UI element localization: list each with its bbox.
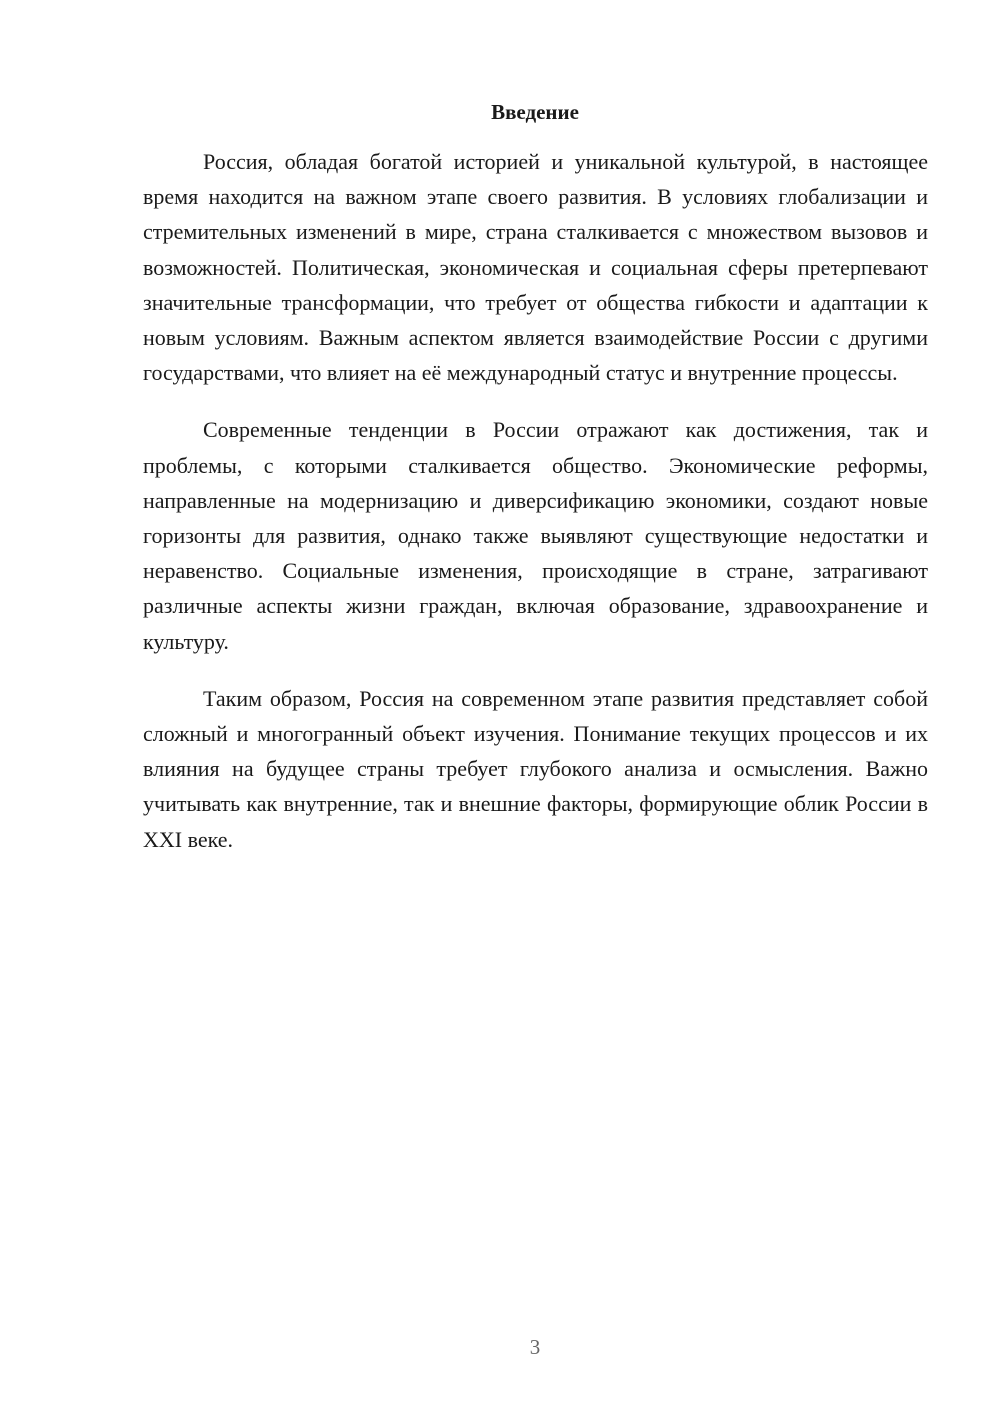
paragraph-3: Таким образом, Россия на современном этапе развития представляет собой сложный и многогранный объект изучения. Понимание текущих процессов и их влияния на будущее страны требует глубокого анализа и осмысления. Важно учитывать как внутренние, так и внешние факторы, формирующие облик России в XXI веке. xyxy=(143,685,928,852)
body-text xyxy=(143,144,928,879)
paragraph-1: Россия, обладая богатой историей и уникальной культурой, в настоящее время находится на важном этапе своего развития. В условиях глобализации и стремительных изменений в мире, страна сталкивается с множеством вызовов и возможностей. Политическая, экономическая и социальная сферы претерпевают значительные трансформации, что требует от общества гибкости и адаптации к новым условиям. Важным аспектом является взаимодействие России с другими государствами, что влияет на её международный статус и внутренние процессы. xyxy=(143,149,928,386)
paragraph-2: Современные тенденции в России отражают как достижения, так и проблемы, с которыми сталкивается общество. Экономические реформы, направленные на модернизацию и диверсификацию экономики, создают новые горизонты для развития, однако также выявляют существующие недостатки и неравенство. Социальные изменения, происходящие в стране, затрагивают различные аспекты жизни граждан, включая образование, здравоохранение и культуру. xyxy=(143,417,928,654)
page-number: 3 xyxy=(529,1335,541,1359)
section-heading: Введение xyxy=(491,100,579,124)
